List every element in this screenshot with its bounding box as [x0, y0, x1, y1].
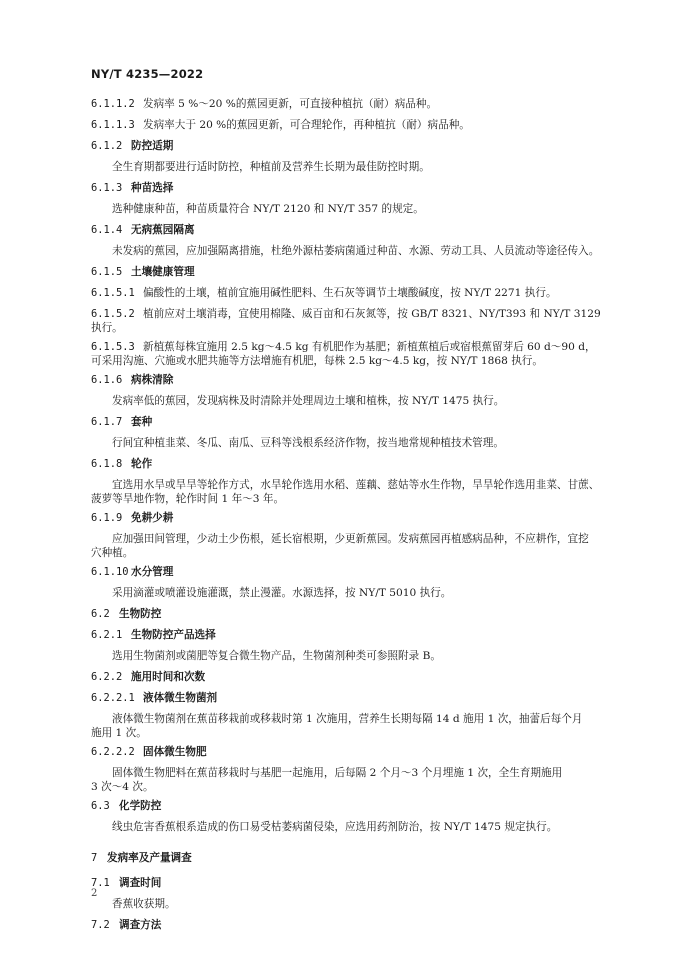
clause-6-1-1-2: 6.1.1.2 发病率 5 %～20 %的蕉园更新，可直接种植抗（耐）病品种。 — [91, 98, 438, 110]
page-number: 2 — [91, 888, 98, 899]
heading-7-1: 7.1 调查时间 — [91, 877, 162, 889]
heading-6-1-9: 6.1.9 免耕少耕 — [91, 512, 174, 524]
paragraph-6-1-4: 未发病的蕉园，应加强隔离措施，杜绝外源枯萎病菌通过种苗、水源、劳动工具、人员流动等途径传入。 — [112, 245, 600, 257]
section-gap — [91, 841, 611, 851]
paragraph-6-1-8: 宜选用水旱或旱旱等轮作方式，水旱轮作选用水稻、莲藕、慈姑等水生作物，旱旱轮作选用韭菜、甘蔗、 — [112, 479, 600, 491]
paragraph-6-2-2-1-continued: 施用 1 次。 — [91, 727, 147, 739]
heading-6-2-1: 6.2.1 生物防控产品选择 — [91, 629, 216, 641]
heading-6-1-10: 6.1.10 水分管理 — [91, 566, 174, 578]
heading-6-1-7: 6.1.7 套种 — [91, 416, 153, 428]
paragraph-6-1-7: 行间宜种植韭菜、冬瓜、南瓜、豆科等浅根系经济作物，按当地常规种植技术管理。 — [112, 437, 504, 449]
clause-6-1-5-3: 6.1.5.3 新植蕉每株宜施用 2.5 kg～4.5 kg 有机肥作为基肥；新植蕉植后或宿根蕉留芽后 60 d～90 d， — [91, 341, 596, 353]
paragraph-6-2-1: 选用生物菌剂或菌肥等复合微生物产品，生物菌剂种类可参照附录 B。 — [112, 650, 441, 662]
paragraph-6-3: 线虫危害香蕉根系造成的伤口易受枯萎病菌侵染，应选用药剂防治，按 NY/T 1475 规定执行。 — [112, 821, 558, 833]
paragraph-6-1-9-continued: 穴种植。 — [91, 547, 134, 559]
heading-6-1-6: 6.1.6 病株清除 — [91, 374, 174, 386]
paragraph-6-1-8-continued: 菠萝等旱地作物，轮作时间 1 年～3 年。 — [91, 493, 285, 505]
document-body — [91, 97, 611, 939]
document-id-header: NY/T 4235—2022 — [91, 67, 204, 81]
paragraph-6-2-2-2: 固体微生物肥料在蕉苗移栽时与基肥一起施用，后每隔 2 个月～3 个月埋施 1 次，全生育期施用 — [112, 767, 563, 779]
paragraph-6-1-2: 全生育期都要进行适时防控，种植前及营养生长期为最佳防控时期。 — [112, 161, 430, 173]
clause-6-1-5-3-continued: 可采用沟施、穴施或水肥共施等方法增施有机肥，每株 2.5 kg～4.5 kg，按 NY/T 1868 执行。 — [91, 355, 543, 367]
heading-6-2-2: 6.2.2 施用时间和次数 — [91, 671, 206, 683]
heading-6-1-3: 6.1.3 种苗选择 — [91, 182, 174, 194]
heading-7: 7 发病率及产量调查 — [91, 852, 192, 864]
heading-6-2: 6.2 生物防控 — [91, 608, 162, 620]
paragraph-6-2-2-1: 液体微生物菌剂在蕉苗移栽前或移栽时第 1 次施用，营养生长期每隔 14 d 施用 1 次，抽蕾后每个月 — [112, 713, 583, 725]
paragraph-6-1-9: 应加强田间管理，少动土少伤根，延长宿根期，少更新蕉园。发病蕉园再植感病品种，不应耕作，宜挖 — [112, 533, 589, 545]
heading-6-2-2-2: 6.2.2.2 固体微生物肥 — [91, 746, 207, 758]
clause-6-1-1-3: 6.1.1.3 发病率大于 20 %的蕉园更新，可合理轮作，再种植抗（耐）病品种。 — [91, 119, 470, 131]
heading-6-3: 6.3 化学防控 — [91, 800, 162, 812]
paragraph-7-1: 香蕉收获期。 — [112, 898, 176, 910]
heading-6-1-5: 6.1.5 土壤健康管理 — [91, 266, 195, 278]
heading-6-2-2-1: 6.2.2.1 液体微生物菌剂 — [91, 692, 218, 704]
paragraph-6-1-6: 发病率低的蕉园，发现病株及时清除并处理周边土壤和植株，按 NY/T 1475 执行。 — [112, 395, 505, 407]
paragraph-6-1-10: 采用滴灌或喷灌设施灌溉，禁止漫灌。水源选择，按 NY/T 5010 执行。 — [112, 587, 452, 599]
clause-6-1-5-2: 6.1.5.2 植前应对土壤消毒，宜使用棉隆、威百亩和石灰氮等，按 GB/T 8321、NY/T393 和 NY/T 3129 — [91, 308, 601, 320]
heading-7-2: 7.2 调查方法 — [91, 919, 162, 931]
clause-6-1-5-1: 6.1.5.1 偏酸性的土壤，植前宜施用碱性肥料、生石灰等调节土壤酸碱度，按 NY/T 2271 执行。 — [91, 287, 557, 299]
heading-6-1-8: 6.1.8 轮作 — [91, 458, 153, 470]
heading-6-1-4: 6.1.4 无病蕉园隔离 — [91, 224, 195, 236]
clause-6-1-5-2-continued: 执行。 — [91, 322, 123, 334]
paragraph-6-2-2-2-continued: 3 次～4 次。 — [91, 781, 154, 793]
heading-6-1-2: 6.1.2 防控适期 — [91, 140, 174, 152]
paragraph-6-1-3: 选种健康种苗，种苗质量符合 NY/T 2120 和 NY/T 357 的规定。 — [112, 203, 424, 215]
